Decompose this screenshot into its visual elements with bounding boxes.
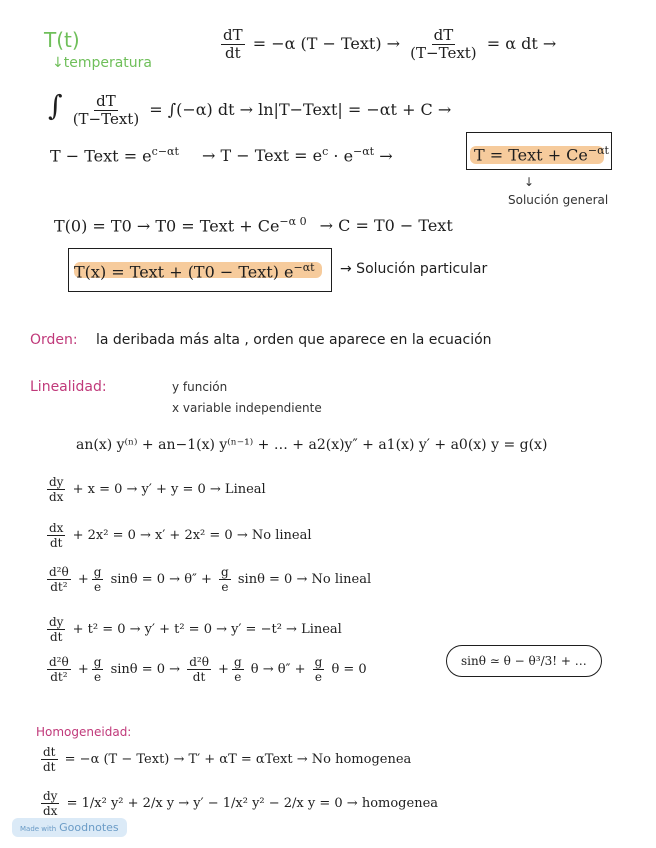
- eq4-rest: → C = T0 − Text: [319, 216, 453, 236]
- ex1-rest: + x = 0 → y′ + y = 0 → Lineal: [72, 482, 266, 497]
- eq2-rhs: = ∫(−α) dt → ln|T−Text| = −αt + C →: [149, 100, 452, 119]
- eq1-den: dt: [224, 44, 241, 62]
- homog1-den: dt: [43, 760, 56, 774]
- homog-example-2: [38, 790, 438, 817]
- ex3-f-num: g: [93, 565, 102, 579]
- lineal-example-3: $\frac{\text{d²θ}}{\text{dt²}}$ + $\frac{g}{e}$ sinθ = 0 → θ″ + $\frac{g}{e}$ sinθ = 0 → No lineal: [49, 565, 372, 594]
- eq4-exp: −α 0: [279, 215, 307, 228]
- ex2-den: dt: [49, 536, 63, 550]
- general-solution-exp: −αt: [587, 144, 609, 157]
- ex5-f4-den: e: [314, 670, 322, 684]
- eq3-mid: → T − Text = e: [201, 146, 323, 166]
- x-note: x variable independiente: [172, 401, 322, 415]
- homog1-rest: = −α (T − Text) → T′ + αT = αText → No homogenea: [64, 752, 412, 767]
- goodnotes-watermark: [12, 818, 127, 837]
- homog2-den: dx: [43, 804, 58, 818]
- ex5-f3-den: e: [234, 670, 242, 684]
- homog-example-1: [38, 746, 411, 773]
- eq1-frac2-den: (T−Text): [410, 44, 477, 62]
- ex3-rest: sinθ = 0 → θ″ +: [110, 572, 217, 587]
- ex2-num: dx: [49, 521, 64, 535]
- ex5-f2-num: d²θ: [189, 655, 209, 669]
- homog2-rest: = 1/x² y² + 2/x y → y′ − 1/x² y² − 2/x y = 0 → homogenea: [66, 796, 439, 811]
- ex5-rest: sinθ = 0 →: [110, 662, 181, 677]
- ex3-f2-den: e: [221, 580, 229, 594]
- eq2-den: (T−Text): [72, 110, 140, 128]
- particular-solution-text: T(x) = Text + (T0 − Text) e: [74, 262, 294, 282]
- ex5-f4-num: g: [314, 655, 323, 669]
- linear-general-equation: an(x) y⁽ⁿ⁾ + an−1(x) y⁽ⁿ⁻¹⁾ + … + a2(x)y″ + a1(x) y′ + a0(x) y = g(x): [76, 437, 548, 453]
- particular-solution: [74, 262, 315, 280]
- eq3-left: T − Text = e: [50, 146, 152, 166]
- ex5-rest2: θ → θ″ +: [250, 662, 310, 677]
- ex5-f3-num: g: [233, 655, 242, 669]
- ex1-num: dy: [49, 475, 64, 489]
- eq3-mid-exp1: c: [322, 145, 329, 158]
- orden-title: Orden:: [30, 332, 78, 348]
- ex4-rest: + t² = 0 → y′ + t² = 0 → y′ = −t² → Lineal: [72, 622, 342, 637]
- ex2-rest: + 2x² = 0 → x′ + 2x² = 0 → No lineal: [72, 528, 312, 543]
- eq3-left-exp: c−αt: [151, 145, 179, 158]
- watermark-small: Made with: [20, 825, 57, 833]
- ex5-rest3: θ = 0: [331, 662, 367, 677]
- lineal-example-2: [44, 522, 311, 549]
- particular-solution-label: → Solución particular: [340, 261, 488, 277]
- ex5-num: d²θ: [49, 655, 69, 669]
- eq1-frac2-num: dT: [433, 26, 454, 44]
- equation-3: [50, 146, 393, 164]
- temperature-label: ↓temperatura: [52, 55, 153, 71]
- integral-sign: ∫: [48, 89, 63, 122]
- ex5-f2-den: dt: [192, 670, 206, 684]
- general-solution-text: T = Text + Ce: [474, 145, 588, 165]
- lineal-example-1: [44, 476, 266, 503]
- ex5-f-num: g: [93, 655, 102, 669]
- eq1-rhs2: = α dt →: [486, 34, 557, 53]
- eq3-mid-exp2: −αt: [353, 145, 375, 158]
- ex5-f-den: e: [94, 670, 102, 684]
- ex3-num: d²θ: [49, 565, 69, 579]
- homog2-num: dy: [43, 789, 58, 803]
- equation-4: [54, 216, 453, 234]
- y-note: y función: [172, 380, 228, 394]
- homogeneidad-title: Homogeneidad:: [36, 725, 132, 739]
- t-of-t-label: T(t): [44, 28, 80, 52]
- orden-text: la deribada más alta , orden que aparece en la ecuación: [96, 332, 492, 348]
- eq2-num: dT: [96, 92, 116, 110]
- linealidad-title: Linealidad:: [30, 379, 107, 395]
- general-solution-label: Solución general: [508, 193, 609, 207]
- eq4-text: T(0) = T0 → T0 = Text + Ce: [54, 216, 280, 236]
- ex3-f-den: e: [94, 580, 102, 594]
- ex4-num: dy: [49, 615, 64, 629]
- ex3-den: dt²: [50, 580, 68, 594]
- eq1-rhs: = −α (T − Text) →: [252, 34, 401, 53]
- ex5-den: dt²: [50, 670, 68, 684]
- eq1-num: dT: [223, 26, 243, 44]
- sin-series-text: sinθ ≃ θ − θ³/3! + …: [461, 654, 587, 668]
- ex1-den: dx: [49, 490, 64, 504]
- ex3-f2-num: g: [221, 565, 229, 579]
- particular-solution-exp: −αt: [293, 261, 315, 274]
- eq3-arrow: →: [379, 146, 393, 166]
- sin-series-cloud: [446, 645, 602, 677]
- general-solution: [474, 145, 609, 163]
- ex4-den: dt: [49, 630, 63, 644]
- equation-2: [48, 89, 452, 128]
- lineal-example-5: $\frac{\text{d²θ}}{\text{dt²}}$ + $\frac{g}{e}$ sinθ = 0 → $\frac{\text{d²θ}}{dt}$ + $\frac{g}{e}$ θ → θ″ + $\frac{g}{e}$ θ = 0: [49, 655, 367, 684]
- general-label-arrow: ↓: [524, 175, 535, 189]
- equation-1: [218, 28, 556, 61]
- ex3-rest2: sinθ = 0 → No lineal: [237, 572, 372, 587]
- eq3-mid2: · e: [333, 146, 354, 166]
- lineal-example-4: [44, 616, 342, 643]
- homog1-num: dt: [43, 745, 56, 759]
- watermark-brand: Goodnotes: [59, 821, 119, 834]
